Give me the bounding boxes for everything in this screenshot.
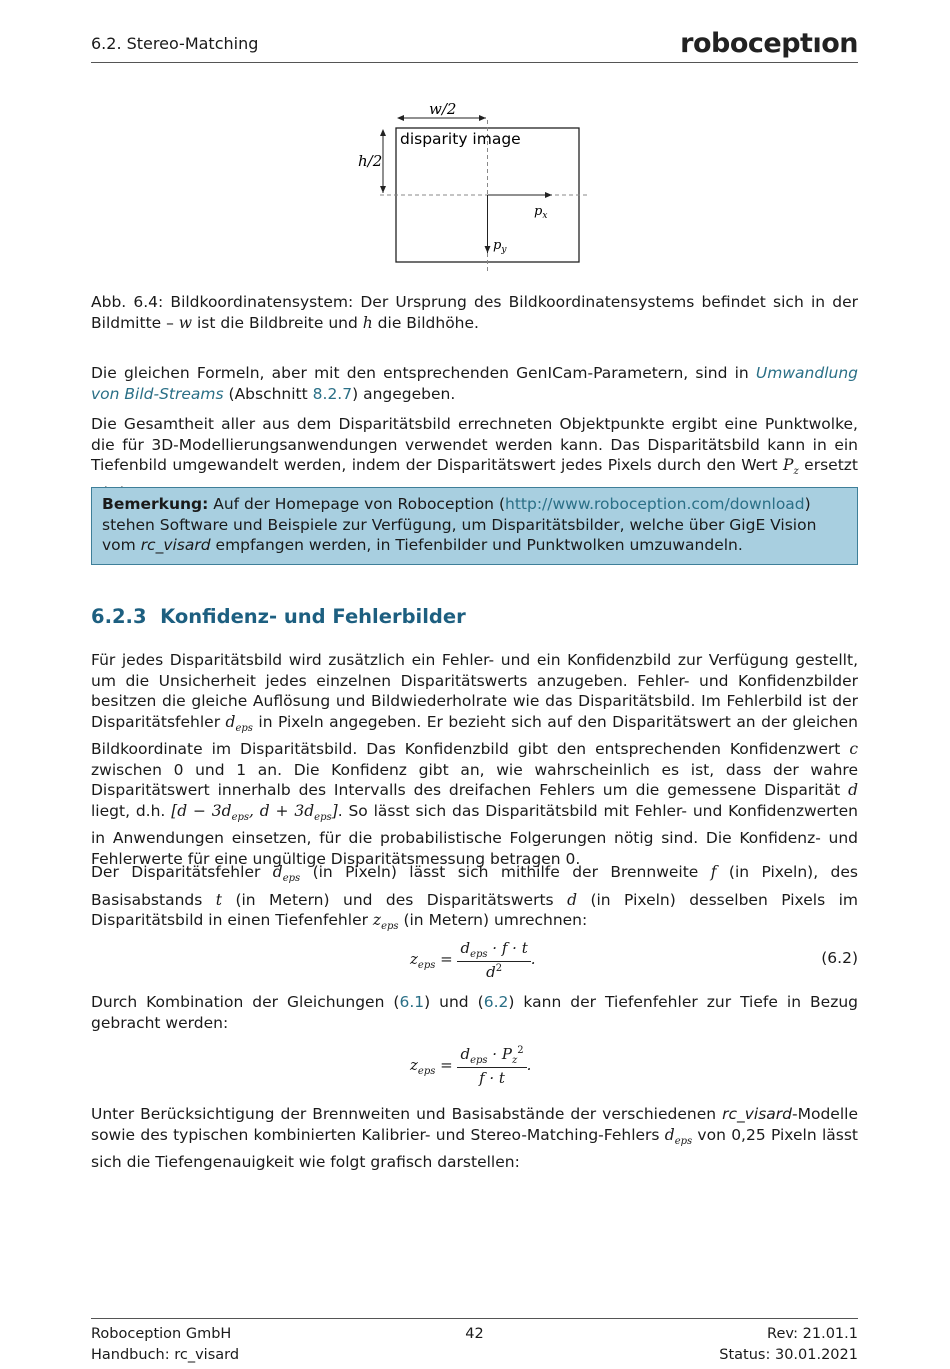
footer-revision: Rev: 21.01.1 <box>767 1326 858 1342</box>
equation-number: (6.2) <box>821 949 858 967</box>
disparity-image-label: disparity image <box>400 130 521 148</box>
note-label: Bemerkung: <box>102 495 209 513</box>
equation-6-2: $z_{eps}$ = $\frac{d_{eps} \cdot f \cdot t}{d^2}$ . <box>410 939 536 981</box>
px-label: $p_x$ <box>534 204 548 221</box>
paragraph-confidence: Für jedes Disparitätsbild wird zusätzlich ein Fehler- und ein Konfidenzbild zur Verfügung gestellt, um die Unsicherheit jedes einzelnen Disparitätswerts anzugeben. Fehler- und Konfidenzbilder besitzen die gleiche Auflösung und Bildwiederholrate wie das Disparitätsbild. Im Fehlerbild ist der Disparitätsfehler $d_{eps}$ in Pixeln angegeben. Er bezieht sich auf den Disparitätswert an der gleichen Bildkoordinate im Disparitätsbild. Das Konfidenzbild gibt den entsprechenden Konfidenzwert c zwischen 0 und 1 an. Die Konfidenz gibt an, wie wahrscheinlich es ist, dass der wahre Disparitätswert innerhalb des Intervalls des dreifachen Fehlers um die gemessene Disparität d liegt, d.h. [$d - 3d_{eps}$, $d + 3d_{eps}$]. So lässt sich das Disparitätsbild mit Fehler- und Konfidenzwerten in Anwendungen einsetzen, für die probabilistische Folgerungen nötig sind. Die Konfidenz- und Fehlerwerte für eine ungültige Disparitätsmessung betragen 0. <box>91 651 858 868</box>
footer-status: Status: 30.01.2021 <box>719 1346 858 1363</box>
paragraph-point-cloud: Die Gesamtheit aller aus dem Disparitätsbild errechneten Objektpunkte ergibt eine Punktwolke, die für 3D-Modellierungsanwendungen verwendet werden kann. Das Disparitätsbild kann in ein Tiefenbild umgewandelt werden, indem der Disparitätswert jedes Pixels durch den Wert $P_z$ ersetzt <box>91 415 858 478</box>
equation-depth-error-depth: $z_{eps}$ = $\frac{d_{eps} \cdot P_z^2}{f \cdot t}$ . <box>410 1045 532 1087</box>
page-number: 42 <box>465 1326 484 1342</box>
paragraph-genicam: Die gleichen Formeln, aber mit den entsprechenden GenICam-Parametern, sind in Umwandlung von Bild-Streams (Abschnitt 8.2.7) angegeben. <box>91 364 858 403</box>
footer-company: Roboception GmbH <box>91 1326 232 1342</box>
section-heading: 6.2.3 Konfidenz- und Fehlerbilder <box>91 605 466 628</box>
roboception-logo: roboceptıon <box>680 28 858 59</box>
link-equation-6-2[interactable]: 6.2 <box>483 993 509 1011</box>
section-breadcrumb: 6.2. Stereo-Matching <box>91 34 259 53</box>
half-width-label: w/2 <box>429 100 457 118</box>
download-link[interactable]: http://www.roboception.com/download <box>505 495 805 513</box>
footer-manual: Handbuch: rc_visard <box>91 1346 240 1363</box>
note-box: Bemerkung: Auf der Homepage von Roboception (http://www.roboception.com/download) stehen Software und Beispiele zur Verfügung, um Disparitätsbilder, welche über GigE Vision vom rc_visard empfangen werden, in Tiefenbilder und Punktwolken umzuwandeln. <box>91 487 858 565</box>
page-footer <box>91 1318 858 1363</box>
page-header <box>91 28 858 63</box>
link-section-8-2-7[interactable]: 8.2.7 <box>312 384 353 403</box>
link-equation-6-1[interactable]: 6.1 <box>399 993 425 1011</box>
footer-right <box>719 1324 858 1365</box>
half-height-label: h/2 <box>358 152 383 170</box>
coordinate-system-diagram <box>350 97 600 277</box>
py-label: $p_y$ <box>493 238 507 255</box>
paragraph-depth-accuracy: Unter Berücksichtigung der Brennweiten und Basisabstände der verschiedenen rc_visard-Modelle sowie des typischen kombinierten Kalibrier- und Stereo-Matching-Fehlers $d_{eps}$ von 0,25 Pixeln lässt sich die Tiefengenauigkeit wie folgt grafisch darstellen: <box>91 1105 858 1172</box>
coordinate-system-figure <box>350 97 600 277</box>
paragraph-combination: Durch Kombination der Gleichungen (6.1) und (6.2) kann der Tiefenfehler zur Tiefe in Bezug gebracht werden: <box>91 993 859 1032</box>
figure-caption: Abb. 6.4: Bildkoordinatensystem: Der Ursprung des Bildkoordinatensystems befindet sich in der Bildmitte – w ist die Bildbreite und h die Bildhöhe. <box>91 293 858 332</box>
link-umwandlung-bild-streams[interactable]: Umwandlung von Bild-Streams <box>91 364 858 403</box>
paragraph-depth-error: Der Disparitätsfehler $d_{eps}$ (in Pixeln) lässt sich mithilfe der Brennweite f (in Pixeln), des Basisabstands t (in Metern) und des Disparitätswerts d (in Pixeln) desselben Pixels im Disparitätsbild in einen Tiefenfehler $z_{eps}$ (in Metern) umrechnen: <box>91 863 859 933</box>
